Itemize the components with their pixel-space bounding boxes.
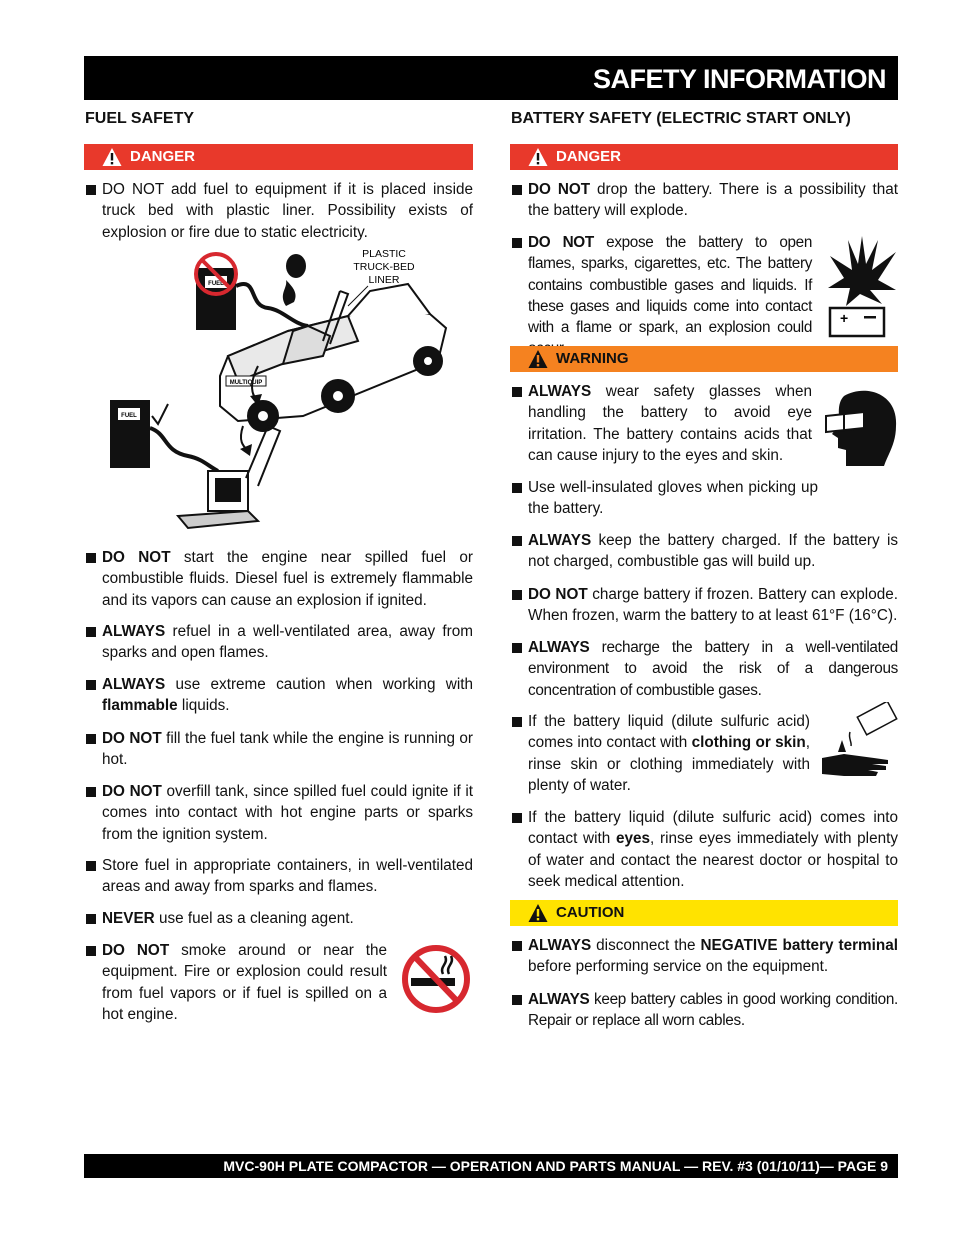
item-text: use extreme caution when working with: [165, 676, 473, 693]
battery-item-3: [528, 381, 812, 466]
item-text: overfill tank, since spilled fuel could ignite if it comes into contact with hot engine parts or sparks from the ignition system.: [102, 783, 473, 843]
item-bold: DO NOT: [102, 783, 162, 800]
danger-label: DANGER: [130, 148, 196, 165]
item-text: If the battery liquid (dilute sulfuric acid) comes into contact with: [528, 713, 810, 752]
bullet-square-icon: [512, 536, 522, 546]
page-header: [84, 56, 898, 100]
item-text: Use well-insulated gloves when picking up the battery.: [528, 479, 818, 518]
battery-caution-banner: [510, 900, 898, 926]
item-bold: NEVER: [102, 910, 155, 927]
item-text: wear safety glasses when handling the battery to avoid eye irritation. The battery contains acids that can cause injury to the eyes and skin.: [528, 383, 812, 464]
item-text: keep battery cables in good working condition. Repair or replace all worn cables.: [528, 991, 898, 1030]
bullet-square-icon: [86, 627, 96, 637]
item-bold: eyes: [615, 830, 651, 848]
bullet-square-icon: [86, 787, 96, 797]
item-text: drop the battery. There is a possibility that the battery will explode.: [528, 181, 898, 220]
svg-text:+: +: [840, 310, 849, 326]
item-text: before performing service on the equipment.: [528, 958, 829, 976]
fuel-can-icon: [286, 254, 306, 278]
fuel-item-4: [102, 674, 473, 717]
bullet-square-icon: [86, 861, 96, 871]
fuel-item-5: [102, 728, 473, 771]
acid-on-hand-icon: [818, 702, 900, 780]
checkmark-icon: [152, 404, 168, 424]
fuel-item-2: [102, 547, 473, 611]
warning-label: WARNING: [556, 350, 629, 367]
item-text: recharge the battery in a well-ventilated environment to avoid the risk of a dangerous concentration of combustible gases.: [528, 639, 898, 699]
bullet-square-icon: [512, 643, 522, 653]
bullet-square-icon: [512, 813, 522, 823]
item-text: disconnect the: [591, 937, 701, 954]
fuel-label: FUEL: [208, 281, 224, 287]
bullet-square-icon: [512, 185, 522, 195]
danger-label: DANGER: [556, 148, 622, 165]
item-bold: ALWAYS: [528, 639, 590, 656]
battery-item-4: [528, 477, 818, 520]
bullet-square-icon: [512, 941, 522, 951]
battery-item-1: [528, 179, 898, 222]
item-text: If the battery liquid (dilute sulfuric acid) comes into contact with: [528, 809, 898, 848]
no-smoking-icon: [399, 944, 473, 1014]
fuel-danger-banner: [84, 144, 473, 170]
truck-brand: MULTIQUIP: [229, 380, 263, 386]
item-bold: DO NOT: [528, 234, 594, 251]
battery-item-10: [528, 935, 898, 978]
fuel-label-2: FUEL: [121, 413, 137, 419]
battery-item-6: [528, 584, 898, 627]
fuel-item-6: [102, 781, 473, 845]
bullet-square-icon: [86, 734, 96, 744]
item-bold: DO NOT: [528, 586, 588, 603]
item-text: smoke around or near the equipment. Fire or explosion could result from fuel vapors or if fuel is spilled on a hot engine.: [102, 942, 387, 1023]
warning-triangle-icon: [528, 349, 548, 369]
item-text: expose the battery to open flames, sparks, cigarettes, etc. The battery contains combustible gases and liquids. If these gases and liquids come into contact with a flame or spark, an explosion could: [528, 234, 812, 337]
warning-triangle-icon: [528, 903, 548, 923]
item-text: , rinse skin or clothing immediately with plenty of water.: [528, 734, 810, 794]
bullet-square-icon: [512, 483, 522, 493]
item-bold: NEGATIVE battery terminal: [700, 937, 898, 954]
item-bold: DO NOT: [528, 181, 591, 198]
fuel-item-9: [102, 940, 387, 1025]
battery-item-9: [528, 807, 898, 892]
item-text: DO NOT add fuel to equipment if it is placed inside truck bed with plastic liner. Possibility exists of explosion or fire due to static electricity.: [102, 181, 473, 241]
bullet-square-icon: [86, 946, 96, 956]
fuel-item-3: [102, 621, 473, 664]
fuel-item-1: [102, 179, 473, 243]
caption-line-1: PLASTIC: [362, 248, 406, 260]
bullet-square-icon: [512, 238, 522, 248]
item-bold: flammable: [102, 697, 178, 715]
item-text: start the engine near spilled fuel or combustible fluids. Diesel fuel is extremely flammable and its vapors can cause an explosion if ignited.: [102, 549, 473, 609]
item-bold: ALWAYS: [528, 937, 592, 954]
battery-item-7: [528, 637, 898, 701]
safety-glasses-icon: [824, 388, 900, 468]
item-text: charge battery if frozen. Battery can explode. When frozen, warm the battery to at least 61°F (16°C).: [528, 586, 898, 625]
plate-compactor-icon: [178, 426, 280, 528]
item-bold: DO NOT: [102, 549, 171, 566]
bullet-square-icon: [86, 680, 96, 690]
battery-warning-banner: [510, 346, 898, 372]
item-text: fill the fuel tank while the engine is running or hot.: [102, 730, 473, 769]
warning-triangle-icon: [528, 147, 548, 167]
fuel-item-8: [102, 908, 473, 929]
fuel-pump-allowed-icon: [110, 400, 218, 471]
item-bold: DO NOT: [102, 942, 170, 959]
bullet-square-icon: [512, 387, 522, 397]
footer-text: MVC-90H PLATE COMPACTOR — OPERATION AND PARTS MANUAL — REV. #3 (01/10/11)— PAGE 9: [223, 1158, 888, 1174]
battery-item-8: [528, 711, 810, 796]
bullet-square-icon: [86, 553, 96, 563]
truck-refueling-illustration: [108, 246, 453, 531]
fuel-safety-title: FUEL SAFETY: [85, 110, 195, 127]
battery-danger-banner: [510, 144, 898, 170]
battery-item-5: [528, 530, 898, 573]
battery-safety-title: BATTERY SAFETY (ELECTRIC START ONLY): [511, 110, 851, 127]
item-text: Store fuel in appropriate containers, in well-ventilated areas and away from sparks and flames.: [102, 857, 473, 896]
battery-item-11: [528, 989, 898, 1032]
item-bold: clothing or skin: [691, 734, 806, 752]
item-bold: DO NOT: [102, 730, 162, 747]
warning-triangle-icon: [102, 147, 122, 167]
battery-item-2: [528, 232, 812, 360]
battery-explosion-icon: [826, 232, 898, 338]
item-bold: ALWAYS: [102, 676, 166, 693]
caption-line-2: TRUCK-BED: [353, 261, 415, 273]
fuel-item-7: [102, 855, 473, 898]
item-text: refuel in a well-ventilated area, away from sparks and open flames.: [102, 623, 473, 662]
item-text: use fuel as a cleaning agent.: [154, 910, 354, 927]
item-text: liquids.: [177, 697, 230, 715]
item-text: keep the battery charged. If the battery is not charged, combustible gas will build up.: [528, 532, 898, 571]
item-bold: ALWAYS: [528, 991, 590, 1008]
caption-line-3: LINER: [368, 274, 400, 286]
page-footer: [84, 1154, 898, 1178]
caution-label: CAUTION: [556, 904, 625, 921]
bullet-square-icon: [512, 590, 522, 600]
pickup-truck-icon: [220, 284, 446, 431]
bullet-square-icon: [86, 914, 96, 924]
bullet-square-icon: [512, 717, 522, 727]
flame-icon: [283, 280, 296, 306]
item-bold: ALWAYS: [528, 383, 592, 400]
bullet-square-icon: [512, 995, 522, 1005]
item-bold: ALWAYS: [102, 623, 166, 640]
item-text: , rinse eyes immediately with plenty of water and contact the nearest doctor or hospital to seek medical attention.: [528, 830, 898, 890]
bullet-square-icon: [86, 185, 96, 195]
page-title: SAFETY INFORMATION: [593, 64, 886, 94]
item-bold: ALWAYS: [528, 532, 592, 549]
